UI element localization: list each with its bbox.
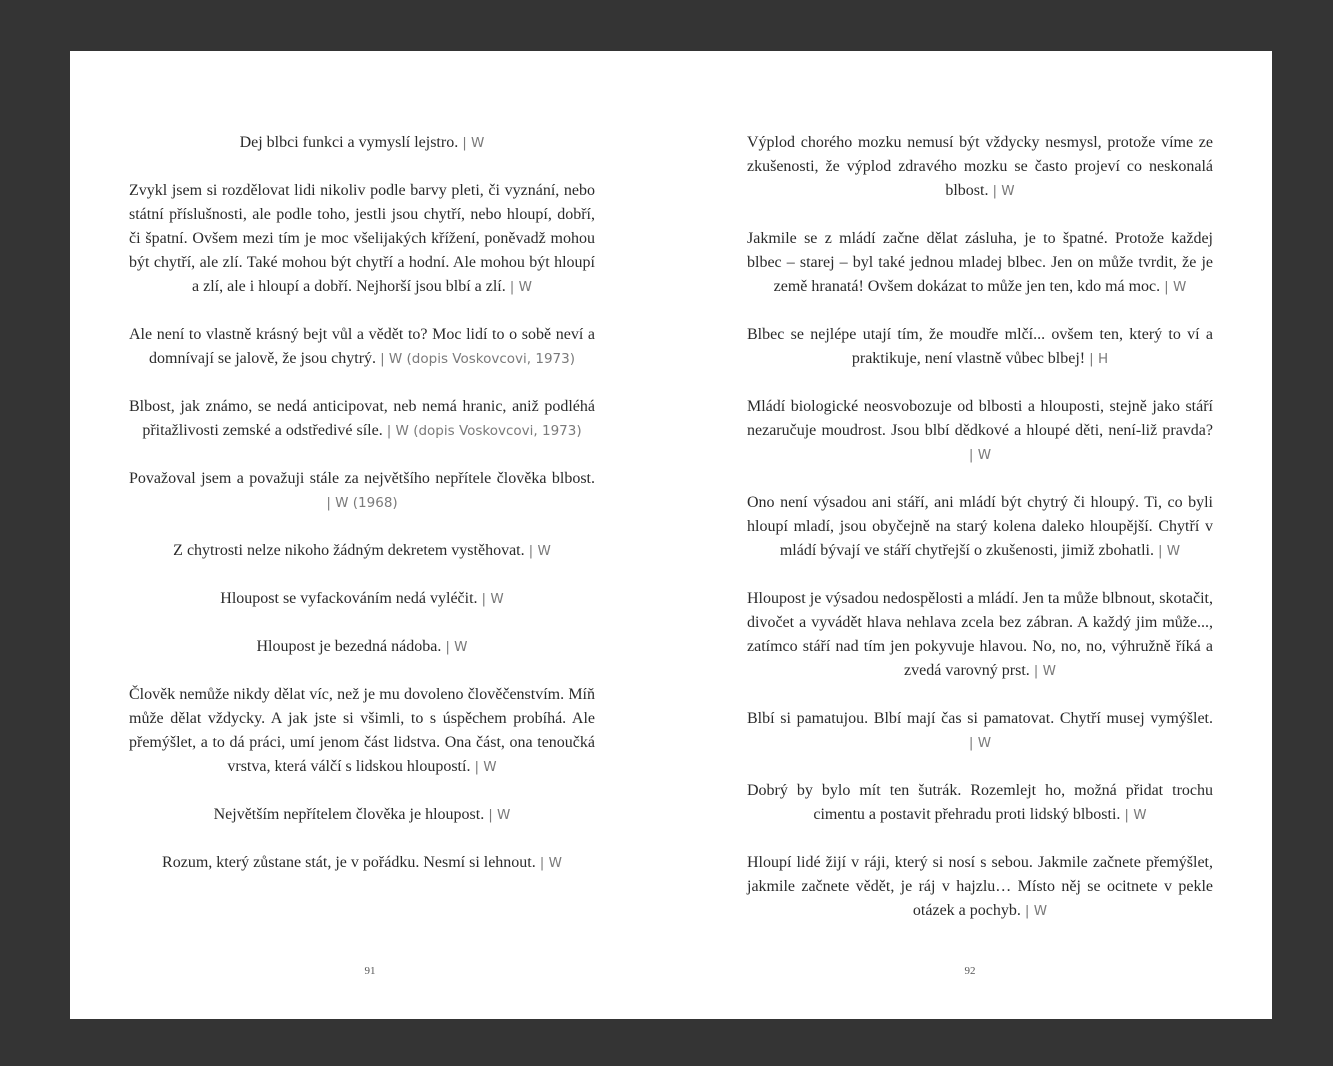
quote-text: Jakmile se z mládí začne dělat zásluha, je to špatné. Protože každej blbec – starej – byl také jednou mladej blbec. Jen on může tvrdit, že je země hranatá! Ovšem dokázat to může jen ten, kdo má moc. bbox=[747, 230, 1213, 295]
quote-text: Blbí si pamatujou. Blbí mají čas si pamatovat. Chytří musej vymýšlet. bbox=[747, 710, 1213, 727]
quote bbox=[747, 851, 1213, 923]
quote-source: | W bbox=[445, 639, 468, 655]
quote-source: | W bbox=[481, 591, 504, 607]
quote-source: | W bbox=[1157, 543, 1181, 559]
quote-text: Výplod chorého mozku nemusí být vždycky nesmysl, protože víme ze zkušenosti, že výplod zdravého mozku se často projeví co neskonalá blbost. bbox=[747, 134, 1213, 199]
quote-source: | W bbox=[488, 807, 511, 823]
quote bbox=[747, 491, 1213, 563]
quote bbox=[129, 131, 595, 155]
quote bbox=[129, 323, 595, 371]
quote bbox=[747, 131, 1213, 203]
quote-text: Považoval jsem a považuji stále za největšího nepřítele člověka blbost. bbox=[129, 470, 595, 487]
book-spread bbox=[70, 51, 1272, 1019]
quote bbox=[129, 539, 595, 563]
quote-text: Zvykl jsem si rozdělovat lidi nikoliv podle barvy pleti, či vyznání, nebo státní příslušnosti, ale podle toho, jestli jsou chytří, nebo hloupí, dobří, či špatní. Ovšem mezi tím je moc všelijakých křížení, poněvadž mohou být chytří, ale zlí. Také mohou být chytří a hodní. Ale mohou být hloupí a zlí, ale i hloupí a dobří. Nejhorší jsou blbí a zlí. bbox=[129, 182, 595, 295]
quote bbox=[747, 587, 1213, 683]
quote bbox=[129, 467, 595, 515]
quote-text: Dej blbci funkci a vymyslí lejstro. bbox=[239, 134, 459, 151]
right-page bbox=[747, 131, 1213, 947]
quote-source: | H bbox=[1089, 351, 1109, 367]
quote-text: Hloupost je výsadou nedospělosti a mládí. Jen ta může blbnout, skotačit, divočet a vyvádět hlava nehlava zcela bez zábran. A každý jim může..., zatímco stáří nad tím jen pokyvuje hlavou. No, no, no, výhružně říká a zvedá varovný prst. bbox=[747, 590, 1213, 679]
quote bbox=[129, 587, 595, 611]
quote-text: Z chytrosti nelze nikoho žádným dekretem vystěhovat. bbox=[173, 542, 525, 559]
quote-text: Ale není to vlastně krásný bejt vůl a vědět to? Moc lidí to o sobě neví a domnívají se jalově, že jsou chytrý. bbox=[129, 326, 595, 367]
quote bbox=[129, 635, 595, 659]
left-page bbox=[129, 131, 595, 899]
quote-source: | W bbox=[474, 759, 497, 775]
quote bbox=[129, 395, 595, 443]
quote-text: Dobrý by bylo mít ten šutrák. Rozemlejt ho, možná přidat trochu cimentu a postavit přehradu proti lidský blbosti. bbox=[747, 782, 1213, 823]
quote-text: Blbec se nejlépe utají tím, že moudře mlčí... ovšem ten, který to ví a praktikuje, není vlastně vůbec blbej! bbox=[747, 326, 1213, 367]
quote-text: Hloupost je bezedná nádoba. bbox=[256, 638, 442, 655]
quote-text: Člověk nemůže nikdy dělat víc, než je mu dovoleno člověčenstvím. Míň může dělat vždycky. A jak jste si všimli, to s úspěchem probíhá. Ale přemýšlet, a to dá práci, umí jenom část lidstva. Ona část, ona tenoučká vrstva, která válčí s lidskou hloupostí. bbox=[129, 686, 595, 775]
quote-text: Blbost, jak známo, se nedá anticipovat, neb nemá hranic, aniž podléhá přitažlivosti zemské a odstředivé síle. bbox=[129, 398, 595, 439]
quote-source: | W bbox=[528, 543, 551, 559]
quote-source: | W bbox=[968, 735, 992, 751]
quote-text: Hloupí lidé žijí v ráji, který si nosí s sebou. Jakmile začnete přemýšlet, jakmile začnete vědět, je ráj v hajzlu… Místo něj se ocitnete v pekle otázek a pochyb. bbox=[747, 854, 1213, 919]
quote-source: | W bbox=[462, 135, 485, 151]
quote-text: Ono není výsadou ani stáří, ani mládí být chytrý či hloupý. Ti, co byli hloupí mladí, jsou obyčejně na starý kolena daleko hloupější. Chytří v mládí bývají ve stáří chytřejší o zkušenosti, jimiž zbohatli. bbox=[747, 494, 1213, 559]
quote bbox=[747, 227, 1213, 299]
quote bbox=[129, 179, 595, 299]
quote bbox=[747, 707, 1213, 755]
quote-source: | W bbox=[1024, 903, 1048, 919]
quote-source: | W bbox=[992, 183, 1015, 199]
quote-source: | W bbox=[1164, 279, 1187, 295]
quote bbox=[129, 683, 595, 779]
quote bbox=[747, 779, 1213, 827]
page-number: 91 bbox=[364, 965, 376, 977]
quote-source: | W bbox=[509, 279, 532, 295]
quote-text: Mládí biologické neosvobozuje od blbosti a hlouposti, stejně jako stáří nezaručuje moudrost. Jsou blbí dědkové a hloupé děti, není-liž pravda? bbox=[747, 398, 1213, 439]
quote-source: | W (dopis Voskovcovi, 1973) bbox=[386, 423, 582, 439]
quote-text: Rozum, který zůstane stát, je v pořádku. Nesmí si lehnout. bbox=[162, 854, 536, 871]
quote-source: | W bbox=[539, 855, 562, 871]
quote-source: | W bbox=[1033, 663, 1056, 679]
quote-source: | W (1968) bbox=[326, 495, 398, 511]
quote bbox=[129, 803, 595, 827]
quote bbox=[129, 851, 595, 875]
quote-text: Největším nepřítelem člověka je hloupost. bbox=[213, 806, 485, 823]
page-number: 92 bbox=[964, 965, 976, 977]
quote-text: Hloupost se vyfackováním nedá vyléčit. bbox=[220, 590, 478, 607]
quote-source: | W bbox=[1124, 807, 1147, 823]
quote-source: | W bbox=[968, 447, 992, 463]
quote bbox=[747, 395, 1213, 467]
quote-source: | W (dopis Voskovcovi, 1973) bbox=[380, 351, 575, 367]
quote bbox=[747, 323, 1213, 371]
